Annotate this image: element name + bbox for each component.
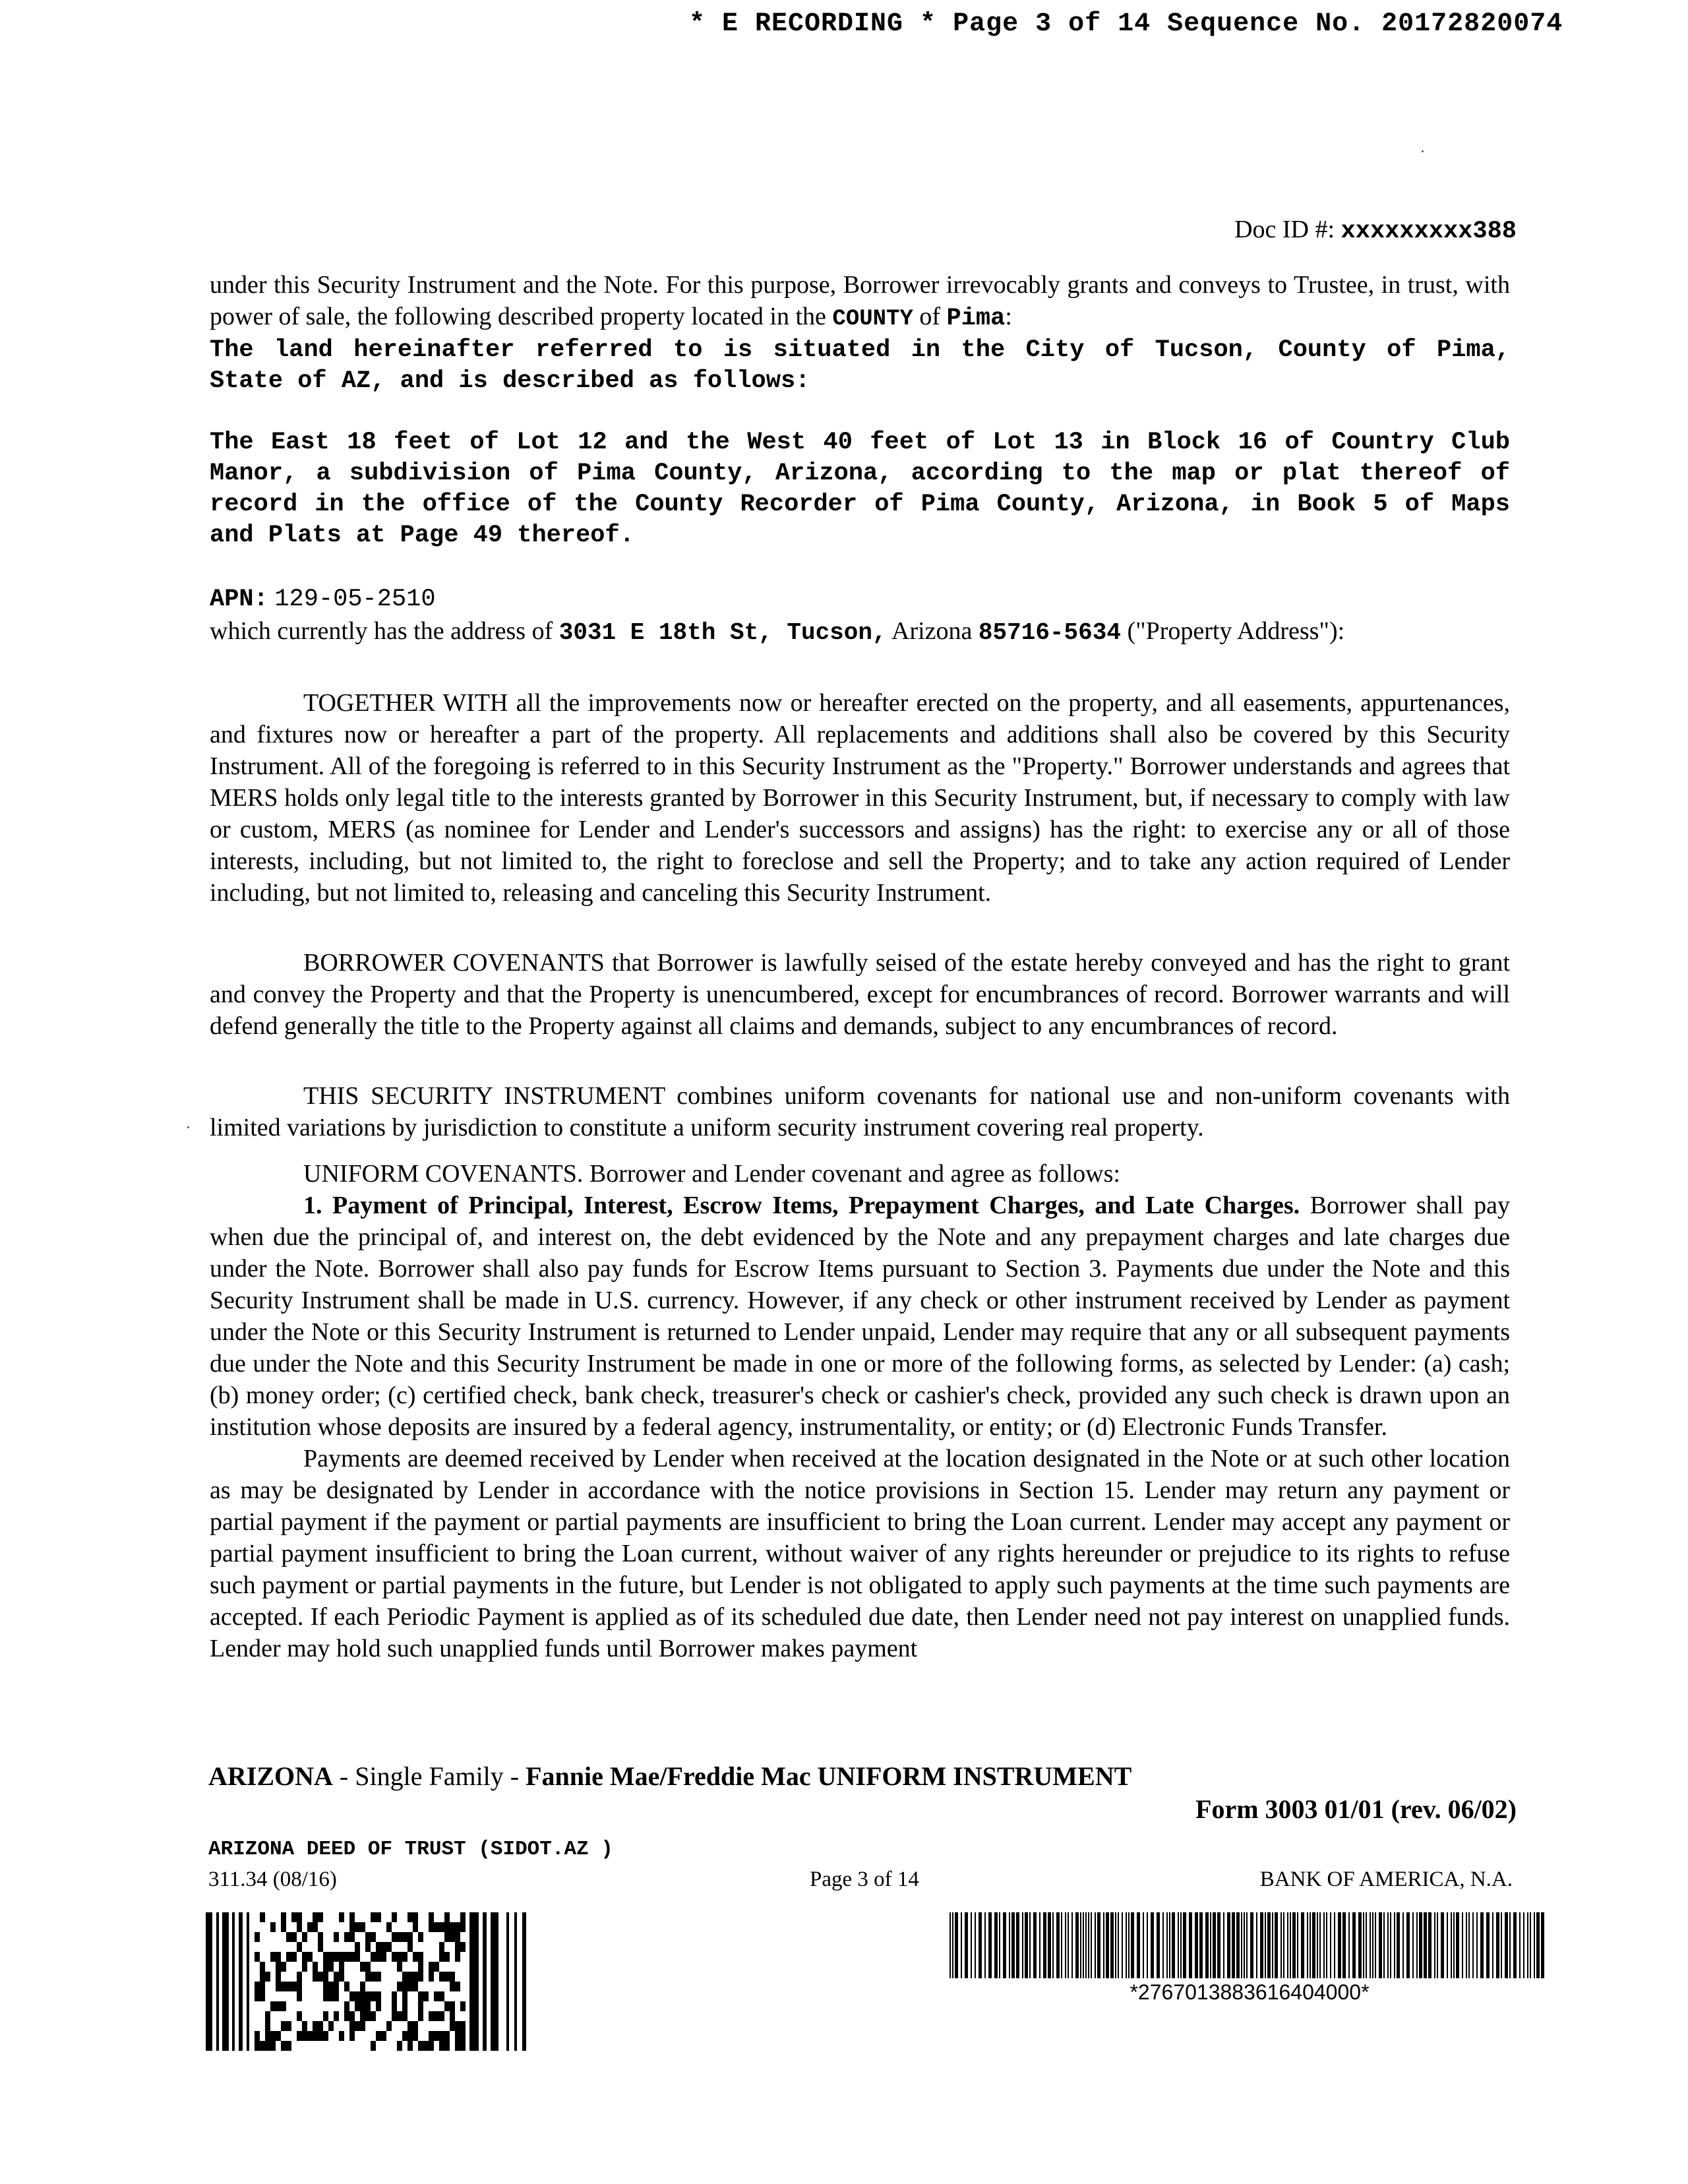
address-state: Arizona — [891, 617, 973, 645]
footer-instrument: Fannie Mae/Freddie Mac UNIFORM INSTRUMENT — [526, 1761, 1132, 1791]
borrower-covenants-paragraph: BORROWER COVENANTS that Borrower is lawfully seised of the estate hereby conveyed and has the right to grant and convey the Property and that the Property is unencumbered, except for encumbrances of record. Borrower warrants and will defend generally the title to the Property against all claims and demands, subject to any encumbrances of record. — [210, 949, 1510, 1040]
address-zip: 85716-5634 — [978, 619, 1121, 646]
doc-id-label: Doc ID #: — [1234, 216, 1335, 243]
county-name: Pima — [946, 305, 1006, 332]
document-body — [210, 269, 1510, 1664]
apn-label: APN: — [210, 586, 268, 613]
footer-state: ARIZONA — [208, 1761, 333, 1791]
page-number: Page 3 of 14 — [810, 1867, 919, 1891]
together-with-paragraph: TOGETHER WITH all the improvements now or hereafter erected on the property, and all easements, appurtenances, and fixtures now or hereafter a part of the property. All replacements and additions shall also be covered by this Security Instrument. All of the foregoing is referred to in this Security Instrument as the "Property." Borrower understands and agrees that MERS holds only legal title to the interests granted by Borrower in this Security Instrument, but, if necessary to comply with law or custom, MERS (as nominee for Lender and Lender's successors and assigns) has the right: to exercise any or all of those interests, including, but not limited to, the right to foreclose and sell the Property; and to take any action required of Lender including, but not limited to, releasing and canceling this Security Instrument. — [210, 689, 1510, 907]
colon: : — [1005, 303, 1012, 330]
section-1-heading: 1. Payment of Principal, Interest, Escrow Items, Prepayment Charges, and Late Charges. — [303, 1192, 1300, 1219]
apn-line — [210, 582, 1510, 615]
footer-title — [208, 1761, 1131, 1792]
recording-header: * E RECORDING * Page 3 of 14 Sequence No. 20172820074 — [689, 9, 1563, 39]
county-word: COUNTY — [832, 307, 913, 332]
intro-paragraph — [210, 269, 1510, 335]
of-word: of — [919, 303, 940, 330]
address-prefix: which currently has the address of — [210, 617, 553, 645]
section-1-paragraph — [210, 1190, 1510, 1443]
section-1-text: Borrower shall pay when due the principal of, and interest on, the debt evidenced by the Note and any prepayment charges and late charges due under the Note. Borrower shall also pay funds for Escrow Items pursuant to Section 3. Payments due under the Note and this Security Instrument shall be made in U.S. currency. However, if any check or other instrument received by Lender as payment under the Note or this Security Instrument is returned to Lender unpaid, Lender may require that any or all subsequent payments due under the Note and this Security Instrument be made in one or more of the following forms, as selected by Lender: (a) cash; (b) money order; (c) certified check, bank check, treasurer's check or cashier's check, provided any such check is drawn upon an institution whose deposits are insured by a federal agency, instrumentality, or entity; or (d) Electronic Funds Transfer. — [210, 1192, 1511, 1441]
legal-description: The East 18 feet of Lot 12 and the West 40 feet of Lot 13 in Block 16 of Country Club Manor, a subdivision of Pima County, Arizona, according to the map or plat thereof of record in the office of the County Recorder of Pima County, Arizona, in Book 5 of Maps and Plats at Page 49 thereof. — [210, 429, 1510, 549]
address-street: 3031 E 18th St, Tucson, — [558, 619, 887, 646]
deed-title: ARIZONA DEED OF TRUST (SIDOT.AZ ) — [208, 1838, 613, 1861]
land-intro: The land hereinafter referred to is situated in the City of Tucson, County of Pima, State of AZ, and is described as follows: — [210, 336, 1510, 395]
apn-value: 129-05-2510 — [274, 586, 436, 613]
payments-deemed-paragraph: Payments are deemed received by Lender when received at the location designated in the Note or at such other location as may be designated by Lender in accordance with the notice provisions in Section 15. Lender may return any payment or partial payment if the payment or partial payments are insufficient to bring the Loan current. Lender may accept any payment or partial payment insufficient to bring the Loan current, without waiver of any rights hereunder or prejudice to its rights to refuse such payment or partial payments in the future, but Lender is not obligated to apply such payments at the time such payments are accepted. If each Periodic Payment is applied as of its scheduled due date, then Lender need not pay interest on unapplied funds. Lender may hold such unapplied funds until Borrower makes payment — [210, 1445, 1510, 1662]
footer-sep: - Single Family - — [332, 1761, 526, 1791]
address-suffix: ("Property Address"): — [1127, 617, 1345, 645]
security-instrument-paragraph: THIS SECURITY INSTRUMENT combines uniform covenants for national use and non-uniform covenants with limited variations by jurisdiction to constitute a uniform security instrument covering real property. — [210, 1082, 1510, 1141]
intro-text: under this Security Instrument and the Note. For this purpose, Borrower irrevocably grants and conveys to Trustee, in trust, with power of sale, the following described property located in the — [210, 271, 1510, 330]
lender-name: BANK OF AMERICA, N.A. — [1259, 1867, 1513, 1891]
doc-id-value: xxxxxxxxx388 — [1341, 218, 1517, 245]
form-number: Form 3003 01/01 (rev. 06/02) — [1195, 1794, 1517, 1824]
linear-barcode — [950, 1912, 1550, 1978]
pdf417-barcode — [206, 1912, 529, 2051]
barcode-number: *2767013883616404000* — [1130, 1980, 1370, 2004]
uniform-covenants-line: UNIFORM COVENANTS. Borrower and Lender covenant and agree as follows: — [303, 1160, 1120, 1188]
address-line — [210, 615, 1510, 649]
form-code: 311.34 (08/16) — [208, 1867, 337, 1891]
doc-id — [1234, 215, 1517, 245]
